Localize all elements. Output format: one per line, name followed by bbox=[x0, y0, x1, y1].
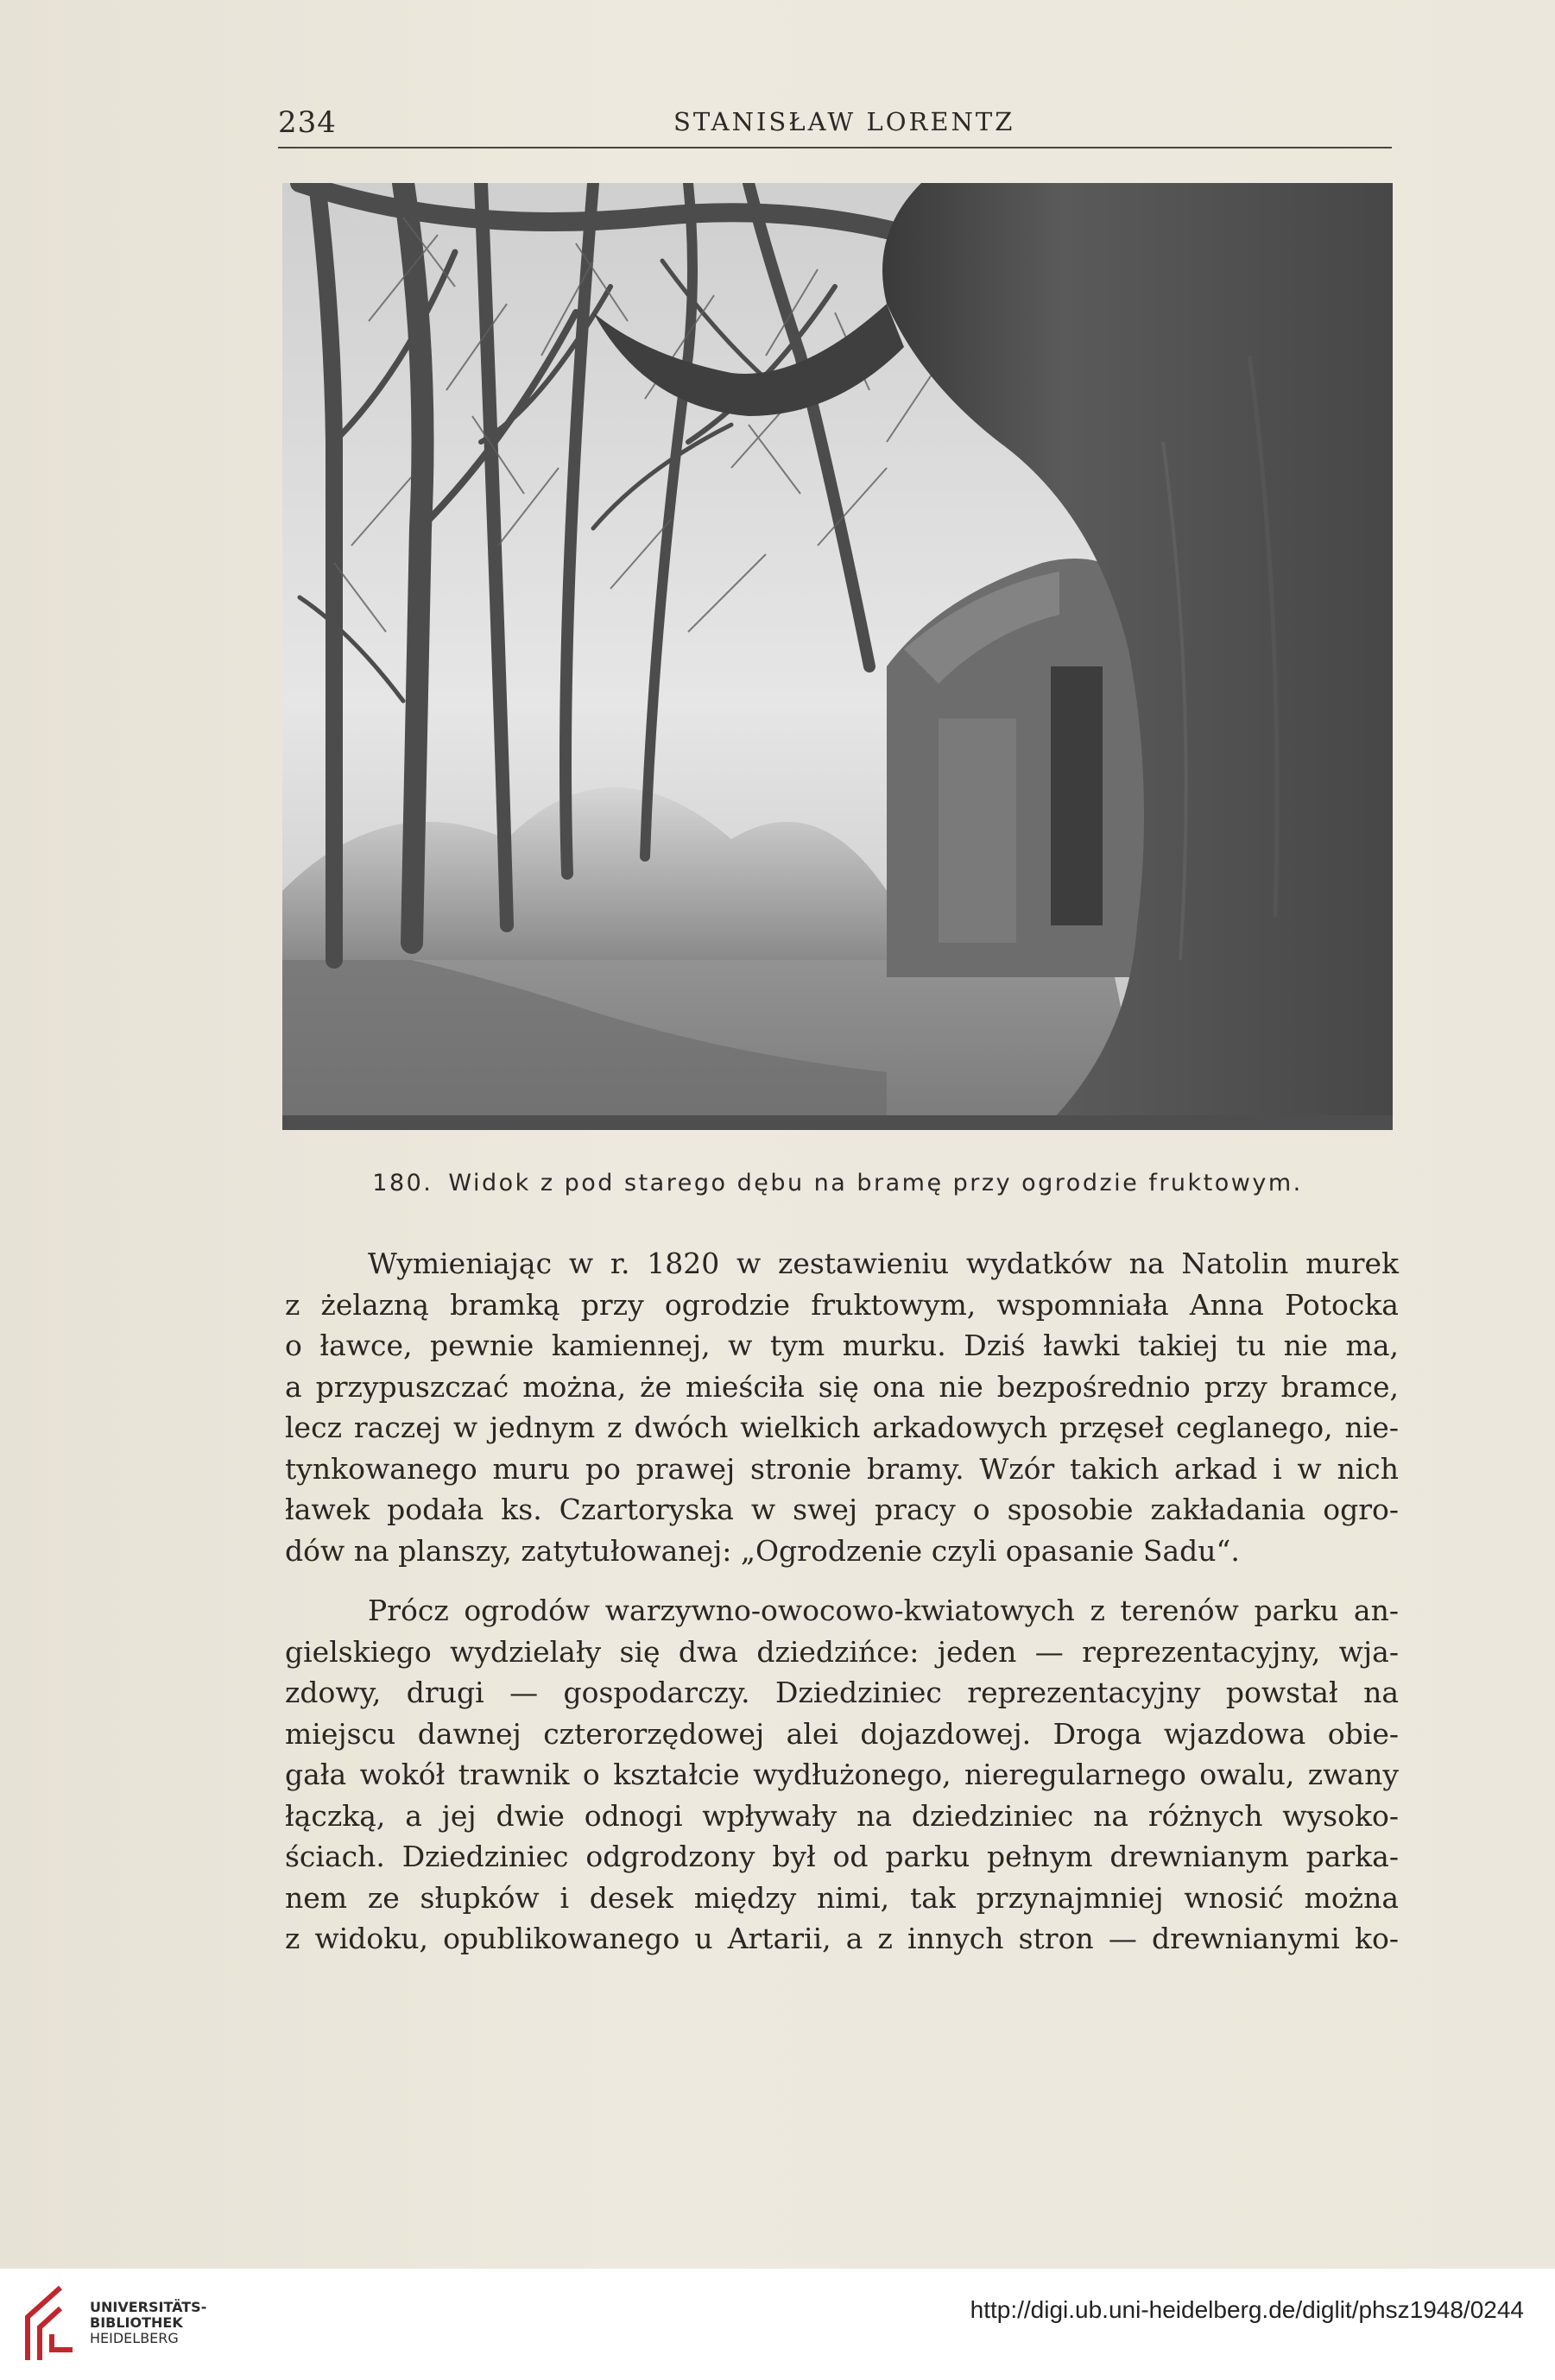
text-line: Prócz ogrodów warzywno-owocowo-kwiatowych z terenów parku an- bbox=[368, 1594, 1399, 1627]
text-line: ściach. Dziedziniec odgrodzony był od parku pełnym drewnianym parka- bbox=[285, 1840, 1399, 1873]
text-line: łączką, a jej dwie odnogi wpływały na dziedziniec na różnych wysoko- bbox=[285, 1798, 1399, 1833]
text-line: tynkowanego muru po prawej stronie bramy. Wzór takich arkad i w nich bbox=[285, 1451, 1399, 1486]
source-url-link[interactable]: http://digi.ub.uni-heidelberg.de/diglit/phsz1948/0244 bbox=[970, 2296, 1524, 2323]
text-line: nem ze słupków i desek między nimi, tak przynajmniej wnosić można bbox=[285, 1880, 1399, 1915]
text-line: o ławce, pewnie kamiennej, w tym murku. Dziś ławki takiej tu nie ma, bbox=[285, 1329, 1399, 1362]
text-line: zdowy, drugi — gospodarczy. Dziedziniec reprezentacyjny powstał na bbox=[285, 1676, 1399, 1709]
page-number: 234 bbox=[278, 105, 337, 140]
university-library-logo-icon bbox=[17, 2282, 78, 2365]
library-name-line: BIBLIOTHEK bbox=[90, 2314, 183, 2331]
text-line: miejscu dawnej czterorzędowej alei dojazdowej. Droga wjazdowa obie- bbox=[285, 1716, 1399, 1751]
figure-number: 180. bbox=[372, 1170, 433, 1196]
library-name-line: UNIVERSITÄTS- bbox=[90, 2299, 207, 2315]
running-title: STANISŁAW LORENTZ bbox=[673, 107, 1015, 136]
figure-photo-oak-and-gate bbox=[282, 183, 1393, 1130]
running-head bbox=[278, 102, 1392, 148]
paragraph bbox=[285, 1243, 1399, 1571]
text-line: dów na planszy, zatytułowanej: „Ogrodzenie czyli opasanie Sadu“. bbox=[285, 1533, 1240, 1568]
text-line: ławek podała ks. Czartoryska w swej pracy o sposobie zakładania ogro- bbox=[285, 1493, 1399, 1526]
library-name-line: HEIDELBERG bbox=[90, 2330, 179, 2346]
paragraph-gap bbox=[285, 1571, 1399, 1590]
body-text bbox=[285, 1243, 1399, 1960]
text-line: a przypuszczać można, że mieściła się ona nie bezpośrednio przy bramce, bbox=[285, 1369, 1399, 1404]
figure-caption-text: Widok z pod starego dębu na bramę przy ogrodzie fruktowym. bbox=[448, 1170, 1303, 1196]
text-line: gielskiego wydzielały się dwa dziedzińce: jeden — reprezentacyjny, wja- bbox=[285, 1634, 1399, 1669]
text-line: Wymieniając w r. 1820 w zestawieniu wydatków na Natolin murek bbox=[368, 1247, 1399, 1280]
text-line: gała wokół trawnik o kształcie wydłużonego, nieregularnego owalu, zwany bbox=[285, 1758, 1399, 1791]
figure-caption bbox=[282, 1170, 1393, 1196]
text-line: z widoku, opublikowanego u Artarii, a z innych stron — drewnianymi ko- bbox=[285, 1922, 1399, 1955]
paragraph bbox=[285, 1590, 1399, 1960]
digitization-footer bbox=[0, 2269, 1555, 2380]
text-line: lecz raczej w jednym z dwóch wielkich arkadowych przęseł ceglanego, nie- bbox=[285, 1411, 1399, 1444]
library-name bbox=[90, 2300, 206, 2346]
text-line: z żelazną bramką przy ogrodzie fruktowym, wspomniała Anna Potocka bbox=[285, 1287, 1399, 1322]
